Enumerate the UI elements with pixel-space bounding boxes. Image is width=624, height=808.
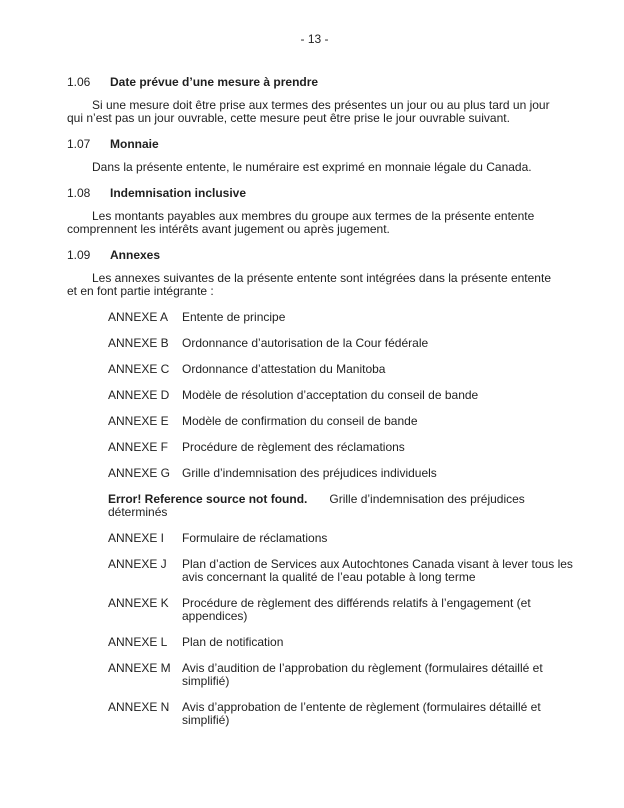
annex-description: Entente de principe — [182, 310, 286, 324]
annex-description: Plan de notification — [182, 635, 284, 649]
error-reference-label: Error! Reference source not found. — [108, 492, 308, 506]
annex-row-a — [108, 311, 582, 324]
section-title: Date prévue d’une mesure à prendre — [110, 75, 319, 89]
annex-row-i — [108, 532, 582, 545]
section-number: 1.09 — [67, 248, 91, 262]
section-1-08 — [67, 187, 562, 236]
annex-list — [67, 310, 573, 727]
annex-description: Ordonnance d’autorisation de la Cour fédérale — [182, 336, 429, 350]
annex-description: Avis d’approbation de l’entente de règlement (formulaires détaillé et simplifié) — [182, 700, 541, 727]
annex-description: Modèle de confirmation du conseil de bande — [182, 414, 418, 428]
annex-label: ANNEXE I — [108, 531, 165, 545]
annex-row-f — [108, 441, 582, 454]
annex-description: Grille d’indemnisation des préjudices déterminés — [108, 492, 525, 519]
section-number: 1.06 — [67, 75, 91, 89]
section-1-09 — [67, 249, 562, 298]
section-heading — [67, 138, 562, 151]
section-paragraph: Les montants payables aux membres du groupe aux termes de la présente entente comprennent les intérêts avant jugement ou après jugement. — [67, 209, 535, 236]
annex-label: ANNEXE B — [108, 336, 169, 350]
section-title: Annexes — [110, 248, 161, 262]
annex-description: Grille d’indemnisation des préjudices individuels — [182, 466, 437, 480]
annex-label: ANNEXE F — [108, 440, 169, 454]
annex-row-b — [108, 337, 582, 350]
annex-label: ANNEXE D — [108, 388, 170, 402]
section-title: Indemnisation inclusive — [110, 186, 247, 200]
section-heading — [67, 249, 562, 262]
section-paragraph: Les annexes suivantes de la présente entente sont intégrées dans la présente entente et en font partie intégrante : — [67, 271, 551, 298]
section-number: 1.07 — [67, 137, 91, 151]
section-heading — [67, 187, 562, 200]
annex-row-n — [108, 701, 582, 727]
annex-label: ANNEXE L — [108, 635, 168, 649]
section-1-06 — [67, 76, 562, 125]
annex-description: Formulaire de réclamations — [182, 531, 328, 545]
section-paragraph: Dans la présente entente, le numéraire est exprimé en monnaie légale du Canada. — [92, 160, 532, 174]
annex-label: ANNEXE G — [108, 466, 171, 480]
annex-row-error-reference — [108, 493, 556, 519]
section-title: Monnaie — [110, 137, 159, 151]
annex-label: ANNEXE K — [108, 596, 169, 610]
annex-row-j — [108, 558, 582, 584]
annex-description: Procédure de règlement des réclamations — [182, 440, 405, 454]
annex-label: ANNEXE C — [108, 362, 170, 376]
annex-description: Modèle de résolution d’acceptation du conseil de bande — [182, 388, 479, 402]
annex-row-e — [108, 415, 582, 428]
annex-label: ANNEXE N — [108, 700, 170, 714]
annex-label: ANNEXE E — [108, 414, 169, 428]
annex-row-c — [108, 363, 582, 376]
annex-label: ANNEXE M — [108, 661, 171, 675]
annex-description: Procédure de règlement des différends relatifs à l’engagement (et appendices) — [182, 596, 531, 623]
annex-label: ANNEXE A — [108, 310, 169, 324]
section-number: 1.08 — [67, 186, 91, 200]
annex-description: Plan d’action de Services aux Autochtones Canada visant à lever tous les avis concernant la qualité de l’eau potable à long terme — [182, 557, 573, 584]
annex-row-d — [108, 389, 582, 402]
annex-row-g — [108, 467, 582, 480]
annex-label: ANNEXE J — [108, 557, 167, 571]
annex-row-k — [108, 597, 582, 623]
page-number: - 13 - — [300, 32, 329, 46]
annex-row-m — [108, 662, 582, 688]
annex-description: Ordonnance d’attestation du Manitoba — [182, 362, 386, 376]
section-heading — [67, 76, 562, 89]
section-1-07 — [67, 138, 562, 174]
annex-description: Avis d’audition de l’approbation du règlement (formulaires détaillé et simplifié) — [182, 661, 543, 688]
section-paragraph: Si une mesure doit être prise aux termes des présentes un jour ou au plus tard un jour qui n’est pas un jour ouvrable, cette mesure peut être prise le jour ouvrable suivant. — [67, 98, 550, 125]
annex-row-l — [108, 636, 582, 649]
